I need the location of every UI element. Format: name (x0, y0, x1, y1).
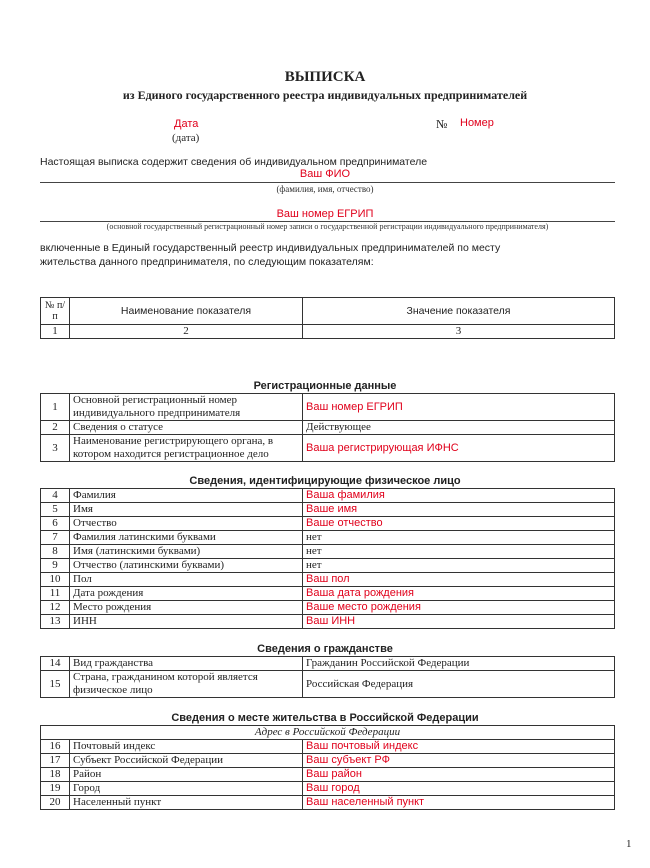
address-subheader: Адрес в Российской Федерации (41, 726, 615, 740)
row-label: Сведения о статусе (70, 421, 303, 435)
row-number: 12 (41, 601, 70, 615)
row-value: Ваш населенный пункт (303, 796, 615, 810)
row-number: 11 (41, 587, 70, 601)
row-label: Имя (латинскими буквами) (70, 545, 303, 559)
row-number: 8 (41, 545, 70, 559)
row-label: Пол (70, 573, 303, 587)
document-subtitle: из Единого государственного реестра индивидуальных предпринимателей (122, 88, 528, 102)
row-number: 18 (41, 768, 70, 782)
egrip-value: Ваш номер ЕГРИП (276, 208, 374, 220)
row-label: Субъект Российской Федерации (70, 754, 303, 768)
row-value: Ваш номер ЕГРИП (303, 394, 615, 421)
row-value: Ваш город (303, 782, 615, 796)
col-num-index: 1 (41, 325, 70, 339)
row-label: Дата рождения (70, 587, 303, 601)
col-value-header: Значение показателя (303, 298, 615, 325)
date-value: Дата (174, 118, 199, 130)
row-value: нет (303, 559, 615, 573)
row-value: Ваше место рождения (303, 601, 615, 615)
row-number: 14 (41, 657, 70, 671)
row-value: Ваш почтовый индекс (303, 740, 615, 754)
head-table (40, 297, 615, 339)
row-label: Основной регистрационный номер индивидуального предпринимателя (70, 394, 303, 421)
row-number: 15 (41, 671, 70, 698)
row-number: 13 (41, 615, 70, 629)
fio-value: Ваш ФИО (299, 168, 351, 180)
row-label: Отчество (латинскими буквами) (70, 559, 303, 573)
row-label: ИНН (70, 615, 303, 629)
section-title-identification: Сведения, идентифицирующие физическое лицо (189, 475, 461, 487)
row-label: Отчество (70, 517, 303, 531)
document-title: ВЫПИСКА (284, 69, 366, 85)
row-number: 4 (41, 489, 70, 503)
col-num-header: № п/п (41, 298, 70, 325)
row-value: Ваш ИНН (303, 615, 615, 629)
row-label: Страна, гражданином которой является физическое лицо (70, 671, 303, 698)
row-value: Гражданин Российской Федерации (303, 657, 615, 671)
col-name-index: 2 (70, 325, 303, 339)
row-number: 2 (41, 421, 70, 435)
row-value: Действующее (303, 421, 615, 435)
row-value: Ваше отчество (303, 517, 615, 531)
row-number: 1 (41, 394, 70, 421)
row-value: нет (303, 545, 615, 559)
row-label: Почтовый индекс (70, 740, 303, 754)
address-table (40, 725, 615, 810)
row-number: 5 (41, 503, 70, 517)
row-label: Город (70, 782, 303, 796)
row-value: Ваш район (303, 768, 615, 782)
row-number: 7 (41, 531, 70, 545)
number-value: Номер (460, 117, 494, 129)
page-number: 1 (626, 838, 632, 850)
row-value: Ваш пол (303, 573, 615, 587)
number-sign: № (436, 117, 448, 131)
row-number: 10 (41, 573, 70, 587)
row-value: Ваша фамилия (303, 489, 615, 503)
row-number: 20 (41, 796, 70, 810)
intro-line-1: Настоящая выписка содержит сведения об индивидуальном предпринимателе (40, 156, 428, 168)
citizenship-table (40, 656, 615, 698)
identification-table (40, 488, 615, 629)
row-number: 16 (41, 740, 70, 754)
registration-table (40, 393, 615, 462)
row-label: Вид гражданства (70, 657, 303, 671)
fio-caption: (фамилия, имя, отчество) (276, 184, 374, 194)
row-label: Фамилия (70, 489, 303, 503)
col-value-index: 3 (303, 325, 615, 339)
row-label: Место рождения (70, 601, 303, 615)
col-name-header: Наименование показателя (70, 298, 303, 325)
date-caption: (дата) (172, 132, 200, 144)
row-value: Российская Федерация (303, 671, 615, 698)
row-value: Ваш субъект РФ (303, 754, 615, 768)
row-value: Ваше имя (303, 503, 615, 517)
row-value: Ваша дата рождения (303, 587, 615, 601)
row-value: Ваша регистрирующая ИФНС (303, 435, 615, 462)
row-number: 6 (41, 517, 70, 531)
fio-underline (40, 182, 615, 183)
intro-line-3: жительства данного предпринимателя, по следующим показателям: (40, 256, 374, 268)
row-number: 9 (41, 559, 70, 573)
row-label: Населенный пункт (70, 796, 303, 810)
intro-line-2: включенные в Единый государственный реестр индивидуальных предпринимателей по месту (40, 242, 501, 254)
section-title-registration: Регистрационные данные (253, 380, 397, 392)
row-number: 17 (41, 754, 70, 768)
row-number: 3 (41, 435, 70, 462)
row-value: нет (303, 531, 615, 545)
row-label: Район (70, 768, 303, 782)
section-title-address: Сведения о месте жительства в Российской Федерации (171, 712, 479, 724)
row-label: Фамилия латинскими буквами (70, 531, 303, 545)
row-label: Имя (70, 503, 303, 517)
row-number: 19 (41, 782, 70, 796)
row-label: Наименование регистрирующего органа, в котором находится регистрационное дело (70, 435, 303, 462)
section-title-citizenship: Сведения о гражданстве (257, 643, 393, 655)
egrip-caption: (основной государственный регистрационный номер записи о государственной регистрации индивидуального предпринимателя) (106, 222, 549, 231)
